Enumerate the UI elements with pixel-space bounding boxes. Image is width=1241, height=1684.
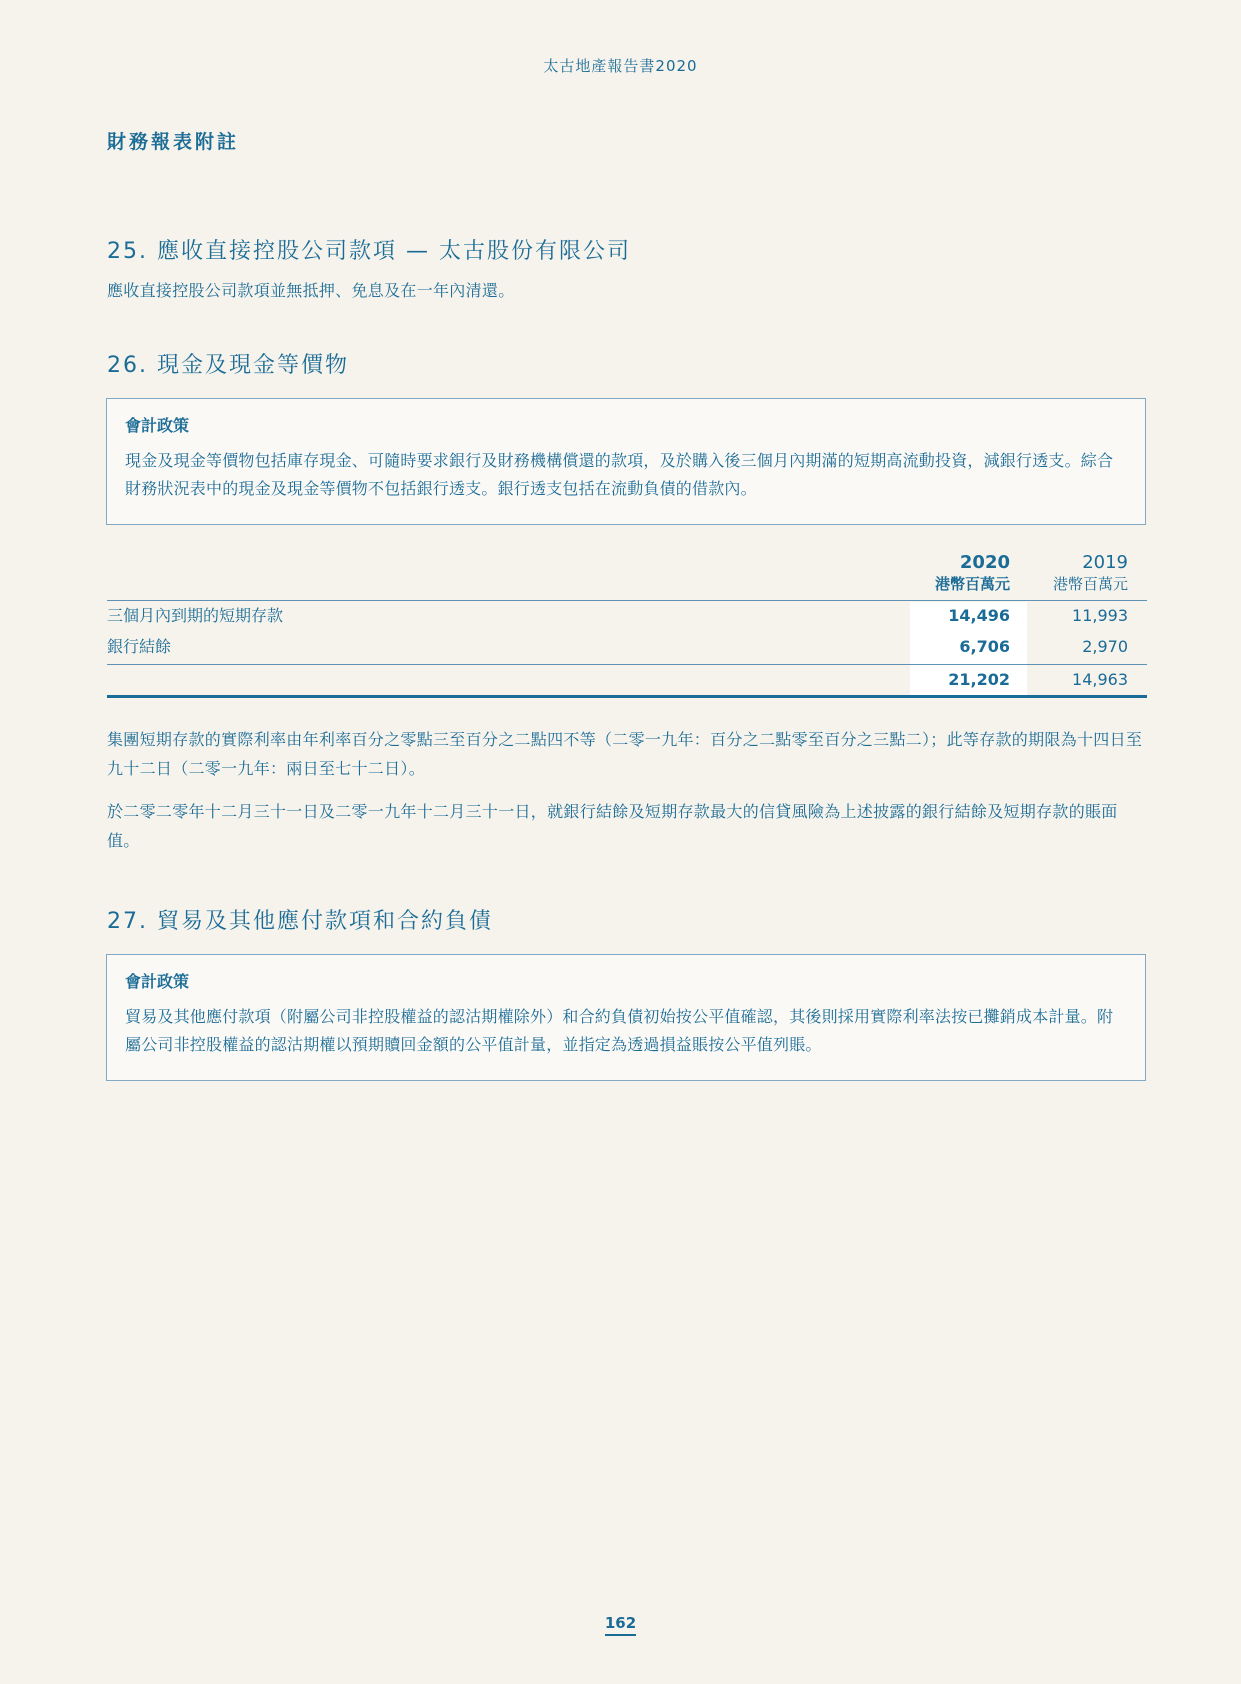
section-label: 財務報表附註 (107, 131, 240, 153)
column-unit: 港幣百萬元 (1052, 575, 1128, 593)
table-row (107, 601, 1147, 631)
row-label: 三個月內到期的短期存款 (107, 606, 284, 625)
policy-title: 會計政策 (125, 416, 190, 435)
policy-title: 會計政策 (125, 972, 190, 991)
policy-text: 貿易及其他應付款項（附屬公司非控股權益的認沽期權除外）和合約負債初始按公平值確認，其後則採用實際利率法按已攤銷成本計量。附屬公司非控股權益的認沽期權以預期贖回金額的公平值計量，並指定為透過損益賬按公平值列賬。 (125, 1007, 1114, 1054)
row-value-2019: 11,993 (1072, 606, 1128, 625)
column-header-2020 (910, 552, 1010, 594)
note-27-policy-box (106, 954, 1146, 1081)
total-value-2019: 14,963 (1072, 670, 1128, 689)
column-year: 2019 (1082, 552, 1128, 573)
note-27-heading: 27. 貿易及其他應付款項和合約負債 (107, 909, 493, 934)
row-label: 銀行結餘 (107, 637, 172, 656)
row-value-2019: 2,970 (1082, 637, 1128, 656)
note-25-text: 應收直接控股公司款項並無抵押、免息及在一年內清還。 (107, 281, 515, 300)
total-value-2020: 21,202 (948, 670, 1010, 689)
column-year: 2020 (959, 552, 1010, 573)
running-header: 太古地產報告書2020 (543, 57, 698, 75)
note-26-paragraph-2: 於二零二零年十二月三十一日及二零一九年十二月三十一日，就銀行結餘及短期存款最大的信貸風險為上述披露的銀行結餘及短期存款的賬面值。 (107, 802, 1118, 850)
table-row (107, 632, 1147, 662)
table-bottom-rule (107, 695, 1147, 698)
column-unit: 港幣百萬元 (934, 575, 1010, 593)
row-value-2020: 14,496 (948, 606, 1010, 625)
row-value-2020: 6,706 (959, 637, 1010, 656)
note-26-policy-box (106, 398, 1146, 525)
policy-text: 現金及現金等價物包括庫存現金、可隨時要求銀行及財務機構償還的款項，及於購入後三個月內期滿的短期高流動投資，減銀行透支。綜合財務狀況表中的現金及現金等價物不包括銀行透支。銀行透支包括在流動負債的借款內。 (125, 451, 1114, 498)
note-25-heading: 25. 應收直接控股公司款項 — 太古股份有限公司 (107, 239, 631, 264)
column-header-2019 (1028, 552, 1128, 594)
page-number (0, 1614, 1241, 1632)
cash-table (107, 552, 1147, 700)
note-26-heading: 26. 現金及現金等價物 (107, 353, 349, 378)
page-number-text: 162 (605, 1614, 636, 1636)
table-total-row (107, 665, 1147, 695)
note-26-paragraph-1: 集團短期存款的實際利率由年利率百分之零點三至百分之二點四不等（二零一九年：百分之二點零至百分之三點二）；此等存款的期限為十四日至九十二日（二零一九年：兩日至七十二日）。 (107, 730, 1143, 778)
